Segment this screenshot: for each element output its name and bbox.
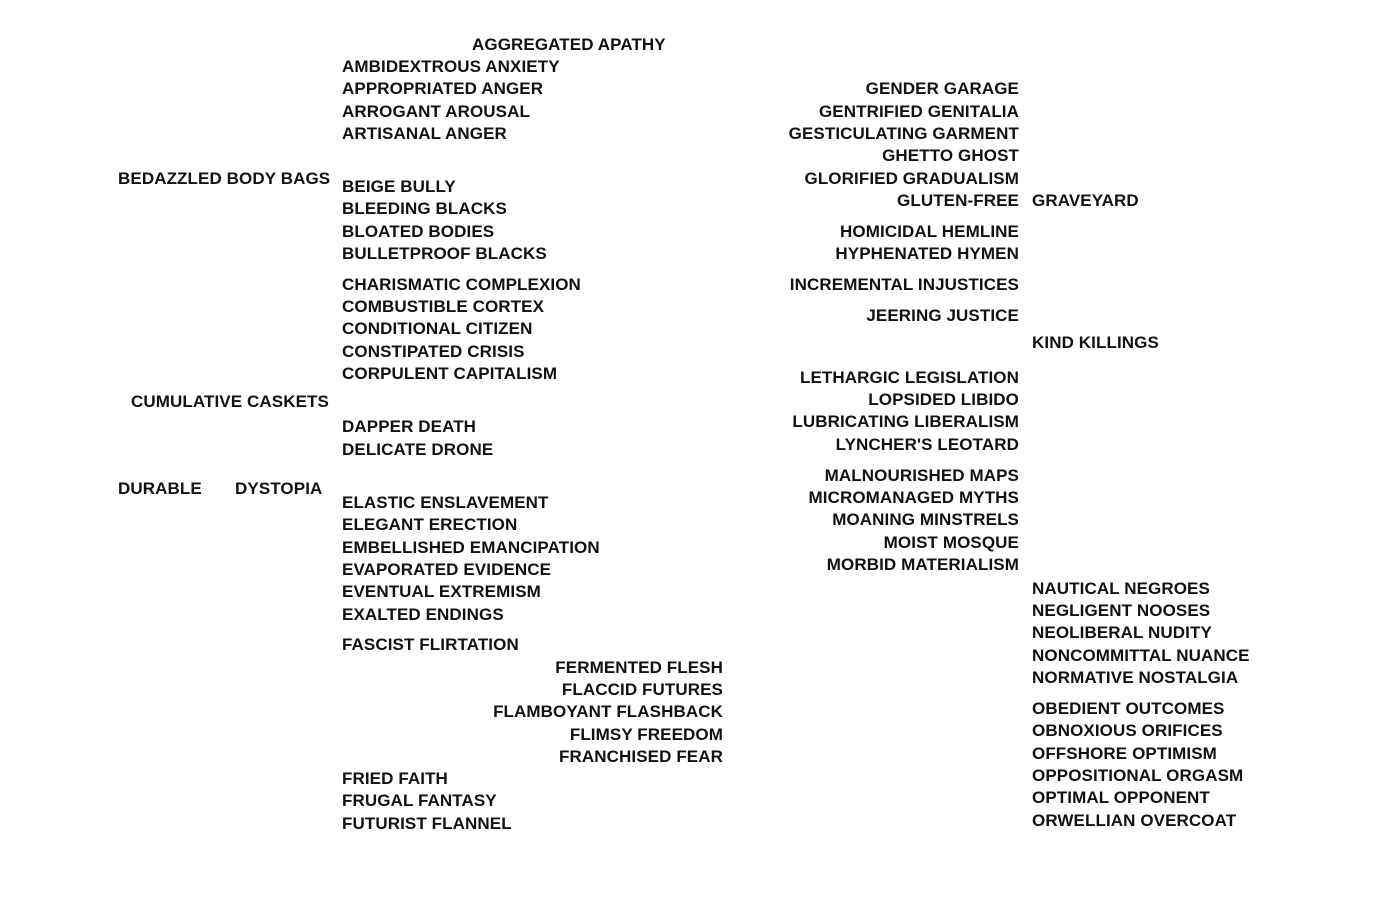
phrase: HYPHENATED HYMEN — [835, 244, 1019, 263]
phrase: DELICATE DRONE — [342, 440, 494, 459]
phrase: ARROGANT AROUSAL — [342, 102, 530, 121]
phrase: AMBIDEXTROUS ANXIETY — [342, 57, 560, 76]
phrase: APPROPRIATED ANGER — [342, 79, 544, 98]
phrase: FASCIST FLIRTATION — [342, 635, 519, 654]
phrase: EMBELLISHED EMANCIPATION — [342, 538, 600, 557]
phrase: OFFSHORE OPTIMISM — [1032, 744, 1217, 763]
phrase: BLOATED BODIES — [342, 222, 495, 241]
phrase: MOANING MINSTRELS — [832, 510, 1019, 529]
phrase: LOPSIDED LIBIDO — [868, 390, 1019, 409]
phrase: GHETTO GHOST — [882, 146, 1019, 165]
phrase: MORBID MATERIALISM — [826, 555, 1019, 574]
phrase: GENDER GARAGE — [865, 79, 1019, 98]
phrase: COMBUSTIBLE CORTEX — [342, 297, 545, 316]
phrase-aggregated-apathy: AGGREGATED APATHY — [472, 35, 666, 54]
phrase: ELEGANT ERECTION — [342, 515, 518, 534]
phrase: NONCOMMITTAL NUANCE — [1032, 646, 1250, 665]
phrase: ELASTIC ENSLAVEMENT — [342, 493, 549, 512]
phrase-durable: DURABLE — [118, 479, 202, 498]
phrase: FRIED FAITH — [342, 769, 448, 788]
phrase: FLACCID FUTURES — [561, 680, 723, 699]
phrase: EVAPORATED EVIDENCE — [342, 560, 552, 579]
phrase: CONDITIONAL CITIZEN — [342, 319, 533, 338]
phrase: GLUTEN-FREE — [897, 191, 1019, 210]
phrase: HOMICIDAL HEMLINE — [840, 222, 1019, 241]
phrase: DAPPER DEATH — [342, 417, 477, 436]
phrase: MOIST MOSQUE — [883, 533, 1019, 552]
phrase: MALNOURISHED MAPS — [824, 466, 1019, 485]
phrase: FRANCHISED FEAR — [559, 747, 723, 766]
phrase: INCREMENTAL INJUSTICES — [789, 275, 1019, 294]
phrase: OPPOSITIONAL ORGASM — [1032, 766, 1244, 785]
phrase: FUTURIST FLANNEL — [342, 814, 512, 833]
phrase: ARTISANAL ANGER — [342, 124, 507, 143]
phrase: OPTIMAL OPPONENT — [1032, 788, 1210, 807]
phrase-cumulative-caskets: CUMULATIVE CASKETS — [131, 392, 329, 411]
phrase: NAUTICAL NEGROES — [1032, 579, 1210, 598]
phrase: OBNOXIOUS ORIFICES — [1032, 721, 1223, 740]
phrase: CHARISMATIC COMPLEXION — [342, 275, 581, 294]
phrase: LYNCHER'S LEOTARD — [835, 435, 1019, 454]
phrase: MICROMANAGED MYTHS — [808, 488, 1019, 507]
phrase: BLEEDING BLACKS — [342, 199, 507, 218]
phrase: OBEDIENT OUTCOMES — [1032, 699, 1225, 718]
phrase: NORMATIVE NOSTALGIA — [1032, 668, 1239, 687]
phrase: GENTRIFIED GENITALIA — [818, 102, 1019, 121]
phrase: FRUGAL FANTASY — [342, 791, 497, 810]
phrase: FLAMBOYANT FLASHBACK — [493, 702, 723, 721]
phrase: NEGLIGENT NOOSES — [1032, 601, 1211, 620]
phrase-dystopia: DYSTOPIA — [235, 479, 323, 498]
phrase: GLORIFIED GRADUALISM — [804, 169, 1019, 188]
phrase: BEIGE BULLY — [342, 177, 456, 196]
phrase: ORWELLIAN OVERCOAT — [1032, 811, 1237, 830]
phrase: BULLETPROOF BLACKS — [342, 244, 547, 263]
phrase: FLIMSY FREEDOM — [569, 725, 723, 744]
phrase-graveyard: GRAVEYARD — [1032, 191, 1139, 210]
phrase: LUBRICATING LIBERALISM — [792, 412, 1019, 431]
phrase: JEERING JUSTICE — [866, 306, 1019, 325]
phrase: EXALTED ENDINGS — [342, 605, 504, 624]
phrase: KIND KILLINGS — [1032, 333, 1159, 352]
phrase: CONSTIPATED CRISIS — [342, 342, 525, 361]
phrase: LETHARGIC LEGISLATION — [800, 368, 1019, 387]
phrase: GESTICULATING GARMENT — [788, 124, 1019, 143]
phrase: CORPULENT CAPITALISM — [342, 364, 558, 383]
phrase: FERMENTED FLESH — [555, 658, 723, 677]
phrase-bedazzled-body-bags: BEDAZZLED BODY BAGS — [118, 169, 331, 188]
phrase: NEOLIBERAL NUDITY — [1032, 623, 1212, 642]
phrase: EVENTUAL EXTREMISM — [342, 582, 541, 601]
